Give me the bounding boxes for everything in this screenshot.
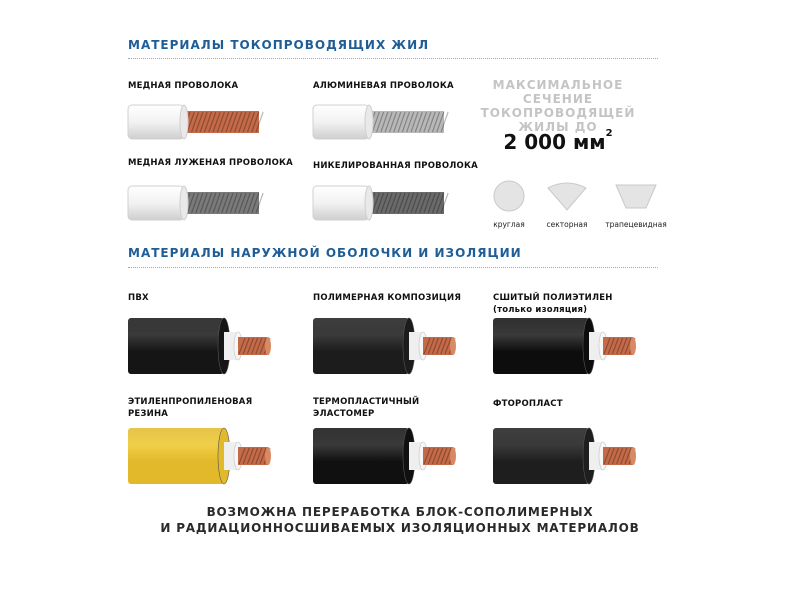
cable-sheath (313, 428, 409, 484)
cable-core-end (450, 337, 456, 355)
cable-core-end (630, 337, 636, 355)
shape-label-round: круглая (493, 220, 525, 229)
sheath-label-pvc: ПВХ (128, 293, 149, 303)
cable-sheath (493, 428, 589, 484)
conductor-label-aluminum: АЛЮМИНЕВАЯ ПРОВОЛОКА (313, 81, 454, 91)
aluminum-wire-image (311, 101, 451, 141)
cable-sheath (313, 318, 409, 374)
section-divider (128, 58, 658, 59)
polymer-cable-image (311, 312, 461, 382)
wire-insulation (313, 186, 369, 220)
sheath-label-tpe: ТЕРМОПЛАСТИЧНЫЙ ЭЛАСТОМЕР (313, 397, 420, 419)
wire-insulation (313, 105, 369, 139)
sheath-label-xlpe: СШИТЫЙ ПОЛИЭТИЛЕН (только изоляция) (493, 293, 613, 315)
sheath-label-fluoroplastic: ФТОРОПЛАСТ (493, 399, 563, 409)
cable-sheath (128, 318, 224, 374)
conductors-section-title: МАТЕРИАЛЫ ТОКОПРОВОДЯЩИХ ЖИЛ (128, 38, 430, 52)
cable-core-end (265, 337, 271, 355)
wire-insulation-end (180, 105, 188, 139)
conductor-label-nickel: НИКЕЛИРОВАННАЯ ПРОВОЛОКА (313, 161, 478, 171)
tinned-copper-wire-image (126, 182, 266, 222)
epr-cable-image (126, 422, 276, 492)
xlpe-cable-image (491, 312, 641, 382)
cable-core-end (265, 447, 271, 465)
cable-sheath (128, 428, 224, 484)
wire-insulation-end (180, 186, 188, 220)
circle-shape-icon (491, 178, 527, 214)
copper-wire-image (126, 101, 266, 141)
shape-label-trapezoid: трапецевидная (605, 220, 667, 229)
shape-label-sector: секторная (546, 220, 588, 229)
sheath-label-polymer: ПОЛИМЕРНАЯ КОМПОЗИЦИЯ (313, 293, 462, 303)
sheath-label-epr: ЭТИЛЕНПРОПИЛЕНОВАЯ РЕЗИНА (128, 397, 253, 419)
nickel-wire-image (311, 182, 451, 222)
wire-insulation (128, 186, 184, 220)
wire-insulation-end (365, 105, 373, 139)
pvc-cable-image (126, 312, 276, 382)
wire-insulation (128, 105, 184, 139)
trapezoid-shape-icon (614, 182, 658, 210)
footer-note: ВОЗМОЖНА ПЕРЕРАБОТКА БЛОК-СОПОЛИМЕРНЫХ И РАДИАЦИОННОСШИВАЕМЫХ ИЗОЛЯЦИОННЫХ МАТЕРИАЛОВ (160, 505, 640, 535)
tpe-cable-image (311, 422, 461, 492)
conductor-label-tinned: МЕДНАЯ ЛУЖЕНАЯ ПРОВОЛОКА (128, 158, 293, 168)
conductor-label-copper: МЕДНАЯ ПРОВОЛОКА (128, 81, 239, 91)
fluoroplastic-cable-image (491, 422, 641, 492)
wire-insulation-end (365, 186, 373, 220)
sheath-section-title: МАТЕРИАЛЫ НАРУЖНОЙ ОБОЛОЧКИ И ИЗОЛЯЦИИ (128, 246, 522, 260)
max-section-caption: МАКСИМАЛЬНОЕ СЕЧЕНИЕ ТОКОПРОВОДЯЩЕЙ ЖИЛЫ ДО (480, 78, 636, 134)
section-divider (128, 267, 658, 268)
max-section-value: 2 000 $мм^2$ (503, 128, 613, 154)
cable-core-end (630, 447, 636, 465)
sector-shape-icon (546, 180, 588, 212)
cable-core-end (450, 447, 456, 465)
cable-sheath (493, 318, 589, 374)
